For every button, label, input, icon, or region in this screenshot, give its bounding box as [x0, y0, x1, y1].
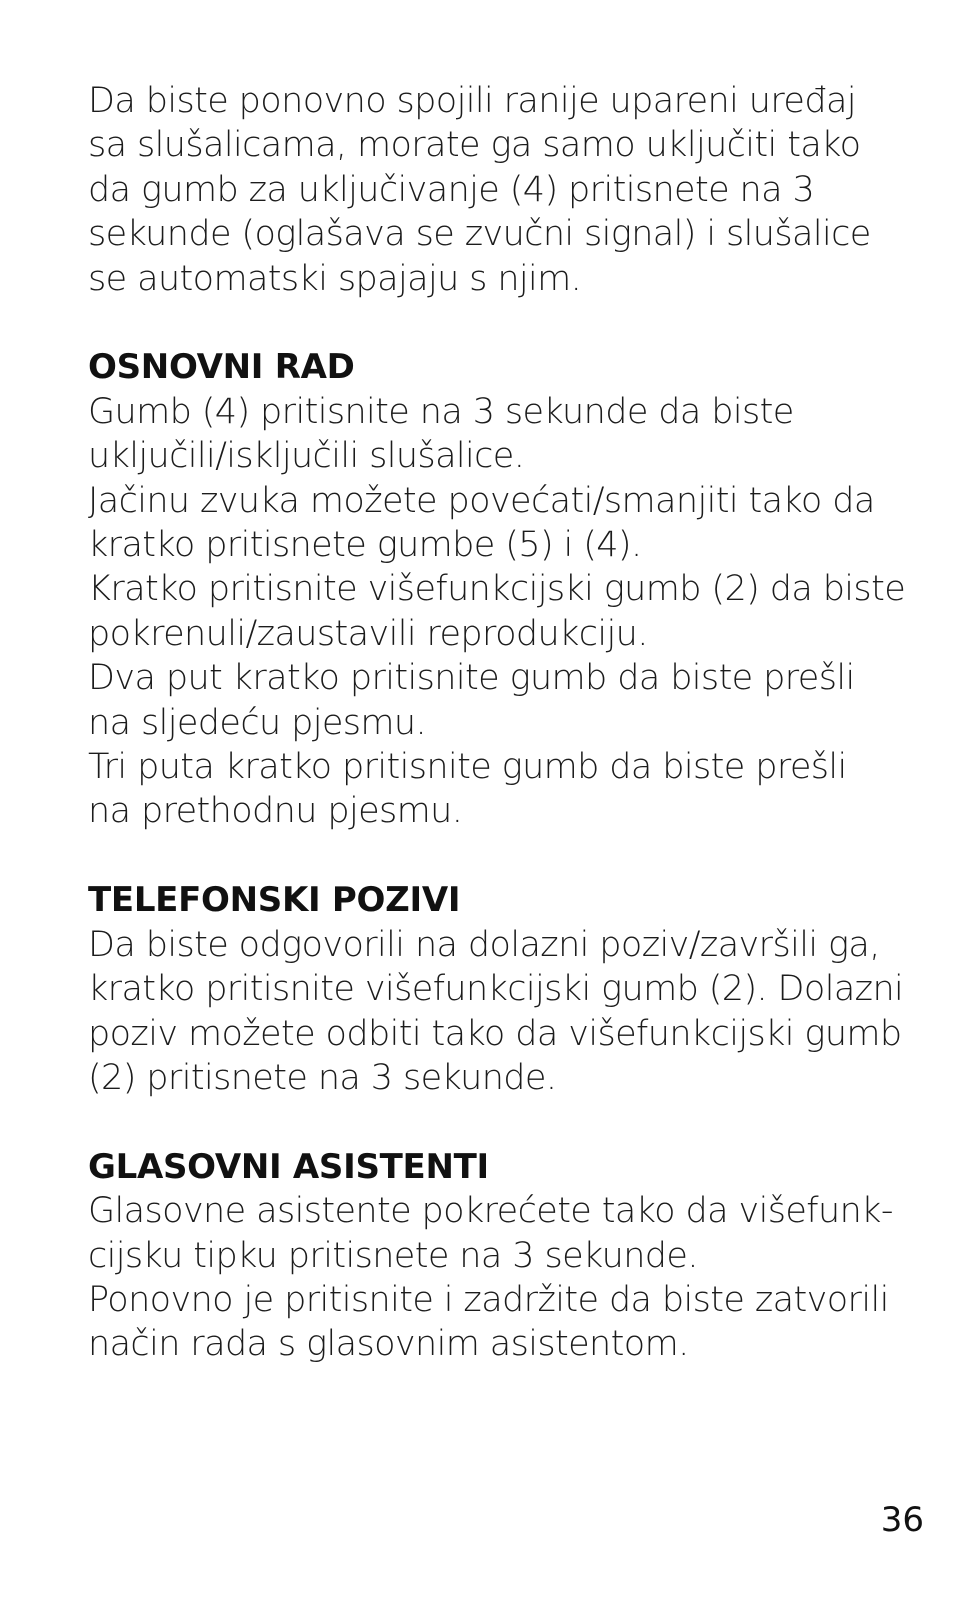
text-line: Dva put kratko pritisnite gumb da biste prešli [88, 658, 855, 699]
text-line: Jačinu zvuka možete povećati/smanjiti tako da [88, 480, 875, 521]
text-line: (2) pritisnete na 3 sekunde. [88, 1057, 557, 1098]
text-line: Tri puta kratko pritisnite gumb da biste prešli [88, 747, 847, 788]
section-osnovni-rad [88, 345, 908, 833]
text-line: Da biste odgovorili na dolazni poziv/završili ga, [88, 924, 880, 965]
intro-paragraph [88, 79, 908, 301]
section-heading: OSNOVNI RAD [88, 347, 355, 388]
text-line: način rada s glasovnim asistentom. [88, 1324, 689, 1365]
text-line: Gumb (4) pritisnite na 3 sekunde da biste [88, 391, 794, 432]
text-line: poziv možete odbiti tako da višefunkcijski gumb [88, 1013, 902, 1054]
paragraph-spacer [88, 1100, 908, 1144]
text-line: Ponovno je pritisnite i zadržite da biste zatvorili [88, 1279, 889, 1320]
text-line: uključili/isključili slušalice. [88, 436, 525, 477]
page-number: 36 [880, 1500, 924, 1540]
text-line: sa slušalicama, morate ga samo uključiti tako [88, 125, 861, 166]
section-glasovni-asistenti [88, 1145, 908, 1367]
text-line: da gumb za uključivanje (4) pritisnete na 3 [88, 169, 815, 210]
paragraph-spacer [88, 834, 908, 878]
text-line: Kratko pritisnite višefunkcijski gumb (2) da biste [88, 569, 906, 610]
section-heading: TELEFONSKI POZIVI [88, 880, 461, 921]
text-line: sekunde (oglašava se zvučni signal) i slušalice [88, 214, 871, 255]
text-line: Da biste ponovno spojili ranije upareni uređaj [88, 81, 856, 121]
text-line: kratko pritisnete gumbe (5) i (4). [88, 525, 642, 566]
text-line: se automatski spajaju s njim. [88, 258, 582, 299]
text-line: pokrenuli/zaustavili reprodukciju. [88, 613, 648, 654]
text-line: Glasovne asistente pokrećete tako da višefunk- [88, 1191, 893, 1232]
section-heading: GLASOVNI ASISTENTI [88, 1146, 489, 1187]
text-line: cijsku tipku pritisnete na 3 sekunde. [88, 1235, 698, 1276]
text-line: na prethodnu pjesmu. [88, 791, 463, 832]
text-line: kratko pritisnite višefunkcijski gumb (2). Dolazni [88, 969, 904, 1010]
text-line: na sljedeću pjesmu. [88, 702, 426, 743]
section-telefonski-pozivi [88, 878, 908, 1100]
paragraph-spacer [88, 301, 908, 345]
document-page [88, 79, 908, 1367]
